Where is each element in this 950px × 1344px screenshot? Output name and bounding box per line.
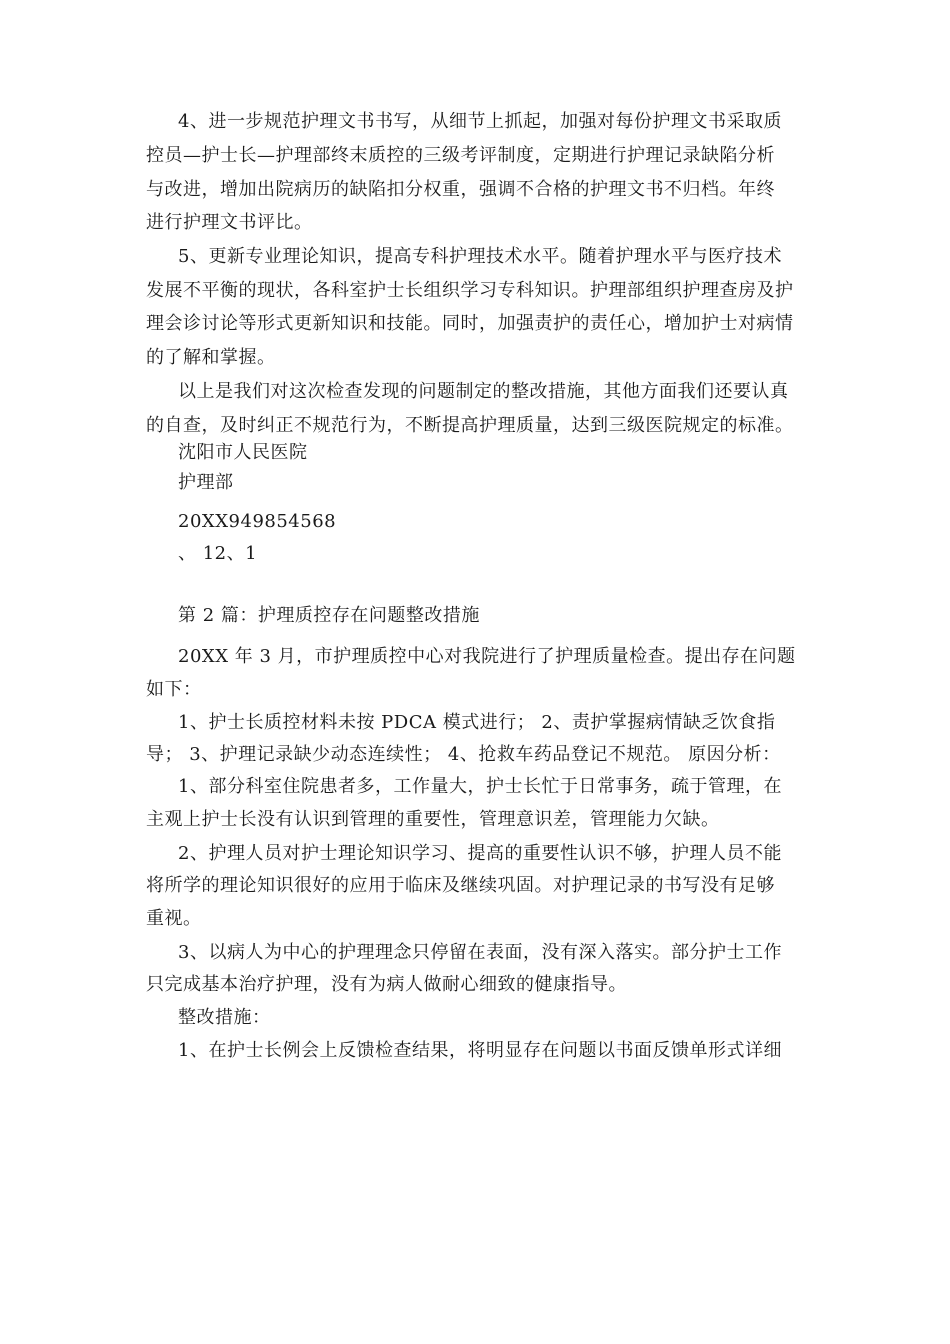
cause-1-line-1: 1、部分科室住院患者多，工作量大，护士长忙于日常事务，疏于管理，在 [178, 776, 782, 797]
measures-heading: 整改措施： [178, 1007, 271, 1028]
paragraph-5-line-2: 发展不平衡的现状，各科室护士长组织学习专科知识。护理部组织护理查房及护 [146, 280, 794, 301]
measure-1-line-1: 1、在护士长例会上反馈检查结果，将明显存在问题以书面反馈单形式详细 [178, 1040, 782, 1061]
paragraph-5-line-3: 理会诊讨论等形式更新知识和技能。同时，加强责护的责任心，增加护士对病情 [146, 313, 794, 334]
paragraph-4-line-4: 进行护理文书评比。 [146, 212, 313, 233]
paragraph-4-line-3: 与改进，增加出院病历的缺陷扣分权重，强调不合格的护理文书不归档。年终 [146, 179, 775, 200]
signature-date: 、 12、1 [178, 543, 258, 564]
signature-hospital: 沈阳市人民医院 [178, 442, 308, 463]
paragraph-4-line-1: 4、进一步规范护理文书书写，从细节上抓起，加强对每份护理文书采取质 [178, 111, 782, 132]
cause-1-line-2: 主观上护士长没有认识到管理的重要性，管理意识差，管理能力欠缺。 [146, 809, 720, 830]
intro-line-1: 20XX 年 3 月，市护理质控中心对我院进行了护理质量检查。提出存在问题 [178, 646, 796, 667]
paragraph-4-line-2: 控员—护士长—护理部终末质控的三级考评制度，定期进行护理记录缺陷分析 [146, 145, 775, 166]
cause-2-line-1: 2、护理人员对护士理论知识学习、提高的重要性认识不够，护理人员不能 [178, 843, 782, 864]
problems-line-1: 1、护士长质控材料未按 PDCA 模式进行； 2、责护掌握病情缺乏饮食指 [178, 712, 776, 733]
paragraph-5-line-1: 5、更新专业理论知识，提高专科护理技术水平。随着护理水平与医疗技术 [178, 246, 782, 267]
cause-3-line-1: 3、以病人为中心的护理理念只停留在表面，没有深入落实。部分护士工作 [178, 942, 782, 963]
signature-number: 20XX949854568 [178, 511, 337, 532]
intro-line-2: 如下： [146, 679, 202, 700]
signature-department: 护理部 [178, 472, 234, 493]
problems-line-2: 导； 3、护理记录缺少动态连续性； 4、抢救车药品登记不规范。 原因分析： [146, 744, 781, 765]
conclusion-line-2: 的自查，及时纠正不规范行为，不断提高护理质量，达到三级医院规定的标准。 [146, 415, 794, 436]
cause-2-line-3: 重视。 [146, 908, 202, 929]
cause-3-line-2: 只完成基本治疗护理，没有为病人做耐心细致的健康指导。 [146, 974, 627, 995]
paragraph-5-line-4: 的了解和掌握。 [146, 347, 276, 368]
section-2-title: 第 2 篇：护理质控存在问题整改措施 [178, 605, 480, 626]
cause-2-line-2: 将所学的理论知识很好的应用于临床及继续巩固。对护理记录的书写没有足够 [146, 875, 775, 896]
conclusion-line-1: 以上是我们对这次检查发现的问题制定的整改措施，其他方面我们还要认真 [178, 381, 789, 402]
